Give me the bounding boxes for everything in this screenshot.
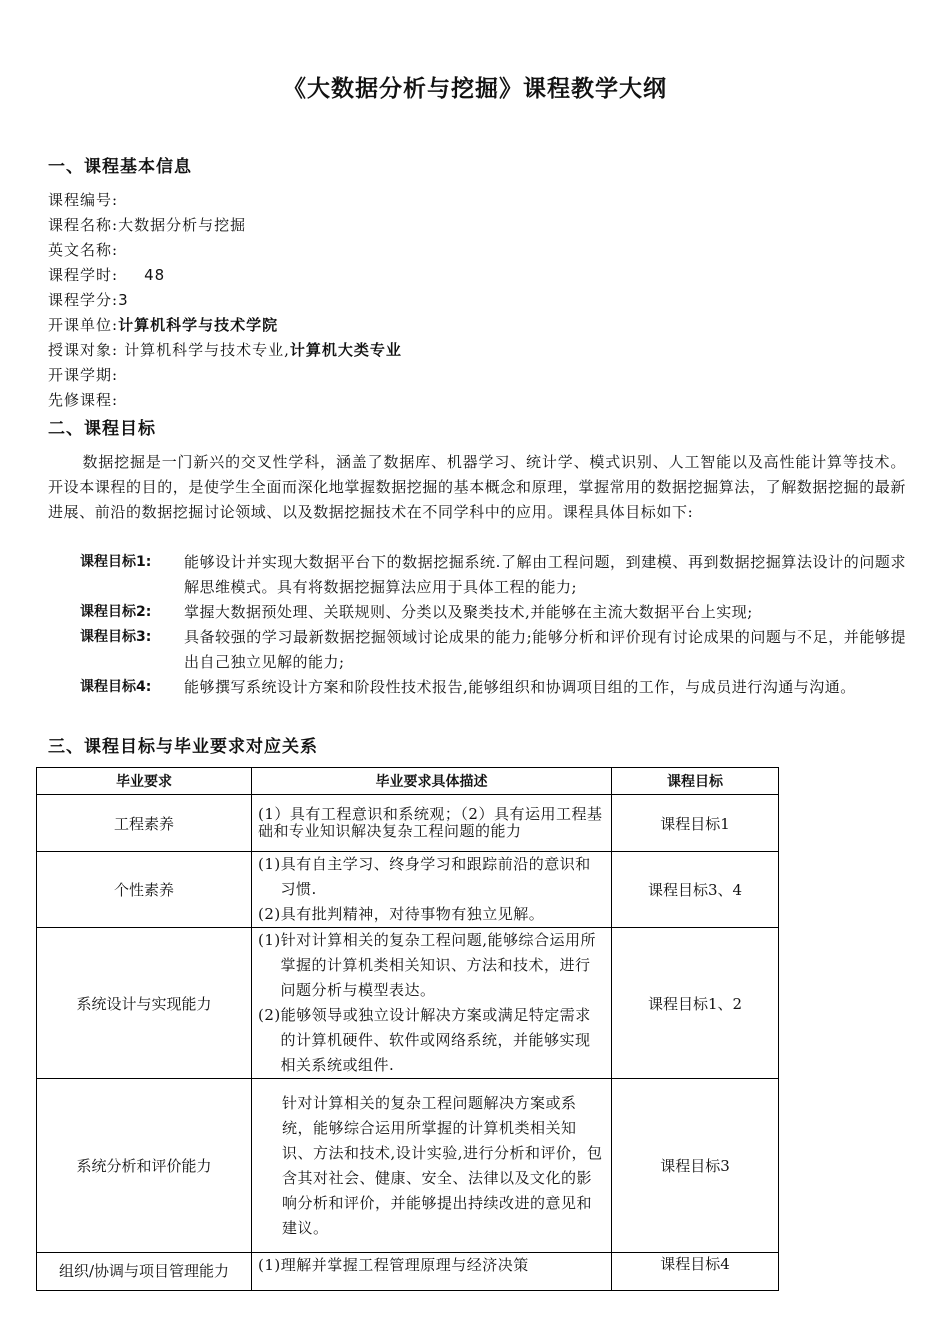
section1-heading: 一、课程基本信息 [48,157,192,177]
info-prerequisite: 先修课程: [48,391,119,409]
info-credits: 课程学分:3 [48,291,129,309]
table-row: 工程素养 (1）具有工程意识和系统观；（2）具有运用工程基础和专业知识解决复杂工程问题的能力 课程目标1 [37,795,779,852]
goal-4: 课程目标4: 能够撰写系统设计方案和阶段性技术报告,能够组织和协调项目组的工作，与成员进行沟通与沟通。 [80,678,856,696]
goal-list [80,550,906,700]
info-english-name: 英文名称: [48,241,119,259]
table-row: 个性素养 (1)具有自主学习、终身学习和跟踪前沿的意识和习惯. (2)具有批判精神，对待事物有独立见解。 课程目标3、4 [37,852,779,928]
section2-heading: 二、课程目标 [48,419,156,439]
table-row: 组织/协调与项目管理能力 (1)理解并掌握工程管理原理与经济决策 课程目标4 [37,1253,779,1291]
info-target: 授课对象: 计算机科学与技术专业,计算机大类专业 [48,341,402,359]
goal-2: 课程目标2: 掌握大数据预处理、关联规则、分类以及聚类技术,并能够在主流大数据平台上实现; [80,603,753,621]
goal-1: 课程目标1: 能够设计并实现大数据平台下的数据挖掘系统.了解由工程问题，到建模、再到数据挖掘算法设计的问题求解思维模式。具有将数据挖掘算法应用于具体工程的能力; [80,553,906,596]
table-row: 系统分析和评价能力 针对计算相关的复杂工程问题解决方案或系统，能够综合运用所掌握的计算机类相关知识、方法和技术,设计实验,进行分析和评价，包含其对社会、健康、安全、法律以及文化的影响分析和评价，并能够提出持续改进的意见和建议。 课程目标3 [37,1079,779,1253]
col-header-description: 毕业要求具体描述 [252,768,612,795]
course-info-list [48,188,402,413]
info-semester: 开课学期: [48,366,119,384]
document-title: 《大数据分析与挖掘》课程教学大纲 [283,76,667,102]
info-unit: 开课单位:计算机科学与技术学院 [48,316,279,334]
goal-3: 课程目标3: 具备较强的学习最新数据挖掘领域讨论成果的能力;能够分析和评价现有讨论成果的问题与不足，并能够提出自己独立见解的能力; [80,628,906,671]
info-course-name: 课程名称:大数据分析与挖掘 [48,216,247,234]
col-header-goal: 课程目标 [612,768,779,795]
table-row: 系统设计与实现能力 (1)针对计算相关的复杂工程问题,能够综合运用所掌握的计算机类相关知识、方法和技术，进行问题分析与模型表达。 (2)能够领导或独立设计解决方案或满足特定需求的计算机硬件、软件或网络系统，并能够实现相关系统或组件. 课程目标1、2 [37,928,779,1079]
info-course-code: 课程编号: [48,191,119,209]
table-header-row [37,768,779,795]
requirements-table [36,767,779,1291]
course-objective-paragraph: 数据挖掘是一门新兴的交叉性学科，涵盖了数据库、机器学习、统计学、模式识别、人工智能以及高性能计算等技术。开设本课程的目的，是使学生全面而深化地掌握数据挖掘的基本概念和原理，掌握常用的数据挖掘算法，了解数据挖掘的最新进展、前沿的数据挖掘讨论领域、以及数据挖掘技术在不同学科中的应用。课程具体目标如下: [48,453,907,521]
section3-heading: 三、课程目标与毕业要求对应关系 [48,737,318,757]
col-header-requirement: 毕业要求 [37,768,252,795]
info-hours: 课程学时: 48 [48,266,166,284]
